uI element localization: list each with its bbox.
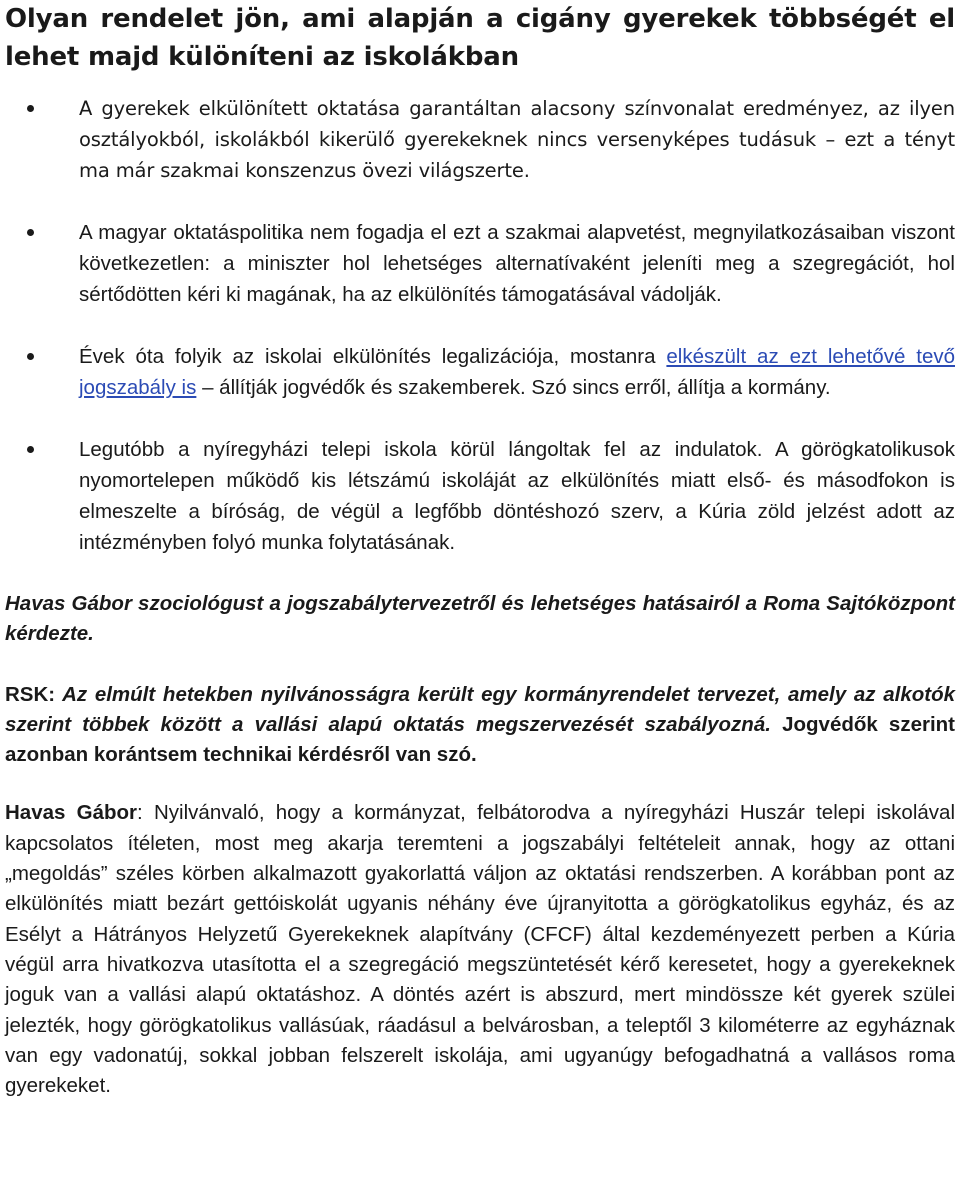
interview-intro: Havas Gábor szociológust a jogszabálytervezetről és lehetséges hatásairól a Roma Sajtóközpont kérdezte. (5, 592, 955, 646)
interview-question (5, 680, 955, 771)
bullet-text: Legutóbb a nyíregyházi telepi iskola körül lángoltak fel az indulatok. A görögkatolikusok nyomortelepen működő kis létszámú iskoláját az elkülönítés miatt első- és másodfokon is elmeszelte a bíróság, de végül a legfőbb döntéshozó szerv, a Kúria zöld jelzést adott az intézményben folyó munka folytatásának. (79, 438, 955, 554)
legislation-link[interactable]: elkészült az ezt lehetővé tevő jogszabály is (79, 345, 955, 399)
bullet-text-before-link: Évek óta folyik az iskolai elkülönítés legalizációja, mostanra (79, 345, 667, 368)
answer-speaker: Havas Gábor (5, 801, 138, 825)
question-text: Az elmúlt hetekben nyilvánosságra került egy kormányrendelet tervezet, amely az alkotók szerint többek között a vallási alapú oktatás megszervezését szabályozná. (5, 682, 955, 736)
bullet-item (5, 434, 955, 558)
article (5, 0, 955, 1101)
bullet-item (5, 217, 955, 310)
bullet-dot-icon (27, 353, 34, 360)
bullet-dot-icon (27, 105, 34, 112)
interview-answer (5, 798, 955, 1101)
bullet-dot-icon (27, 446, 34, 453)
question-last-sentence: Jogvédők szerint azonban korántsem technikai kérdésről van szó. (5, 712, 956, 767)
bullet-item (5, 93, 955, 186)
bullet-item (5, 341, 955, 403)
answer-text: : Nyilvánvaló, hogy a kormányzat, felbátorodva a nyíregyházi Huszár telepi iskolával kapcsolatos ítéleten, most meg akarja teremteni a jogszabályi feltételeit annak, hogy az ottani „megoldás” széles körben alkalmazott gyakorlattá váljon az oktatási rendszerben. A korábban pont az elkülönítés miatt bezárt gettóiskolát ugyanis néhány éve újranyitotta a görögkatolikus egyház, és az Esélyt a Hátrányos Helyzetű Gyerekeknek alapítvány (CFCF) által kezdeményezett perben a Kúria végül arra hivatkozva utasította el a szegregáció megszüntetését kérő keresetet, hogy a gyerekeknek joguk van a vallási alapú oktatáshoz. A döntés azért is abszurd, mert mindössze két gyerek szülei jelezték, hogy görögkatolikus vallásúak, ráadásul a belvárosban, a teleptől 3 kilométerre az egyháznak van egy vadonatúj, sokkal jobban felszerelt iskolája, ami ugyanúgy befogadhatná a vallásos roma gyerekeket. (5, 801, 955, 1098)
bullet-text: A gyerekek elkülönített oktatása garantáltan alacsony színvonalat eredményez, az ilyen osztályokból, iskolákból kikerülő gyerekeknek nincs versenyképes tudásuk – ezt a tényt ma már szakmai konszenzus övezi világszerte. (79, 97, 955, 182)
bullet-dot-icon (27, 229, 34, 236)
article-title: Olyan rendelet jön, ami alapján a cigány gyerekek többségét el lehet majd különíteni az iskolákban (5, 4, 955, 72)
question-label: RSK: (5, 682, 56, 706)
bullet-text-after-link: – állítják jogvédők és szakemberek. Szó sincs erről, állítja a kormány. (196, 376, 831, 399)
summary-bullet-list (5, 93, 955, 558)
bullet-text: A magyar oktatáspolitika nem fogadja el ezt a szakmai alapvetést, megnyilatkozásaiban viszont következetlen: a miniszter hol lehetséges alternatívaként jeleníti meg a szegregációt, hol sértődötten kéri ki magának, ha az elkülönítés támogatásával vádolják. (79, 221, 955, 306)
